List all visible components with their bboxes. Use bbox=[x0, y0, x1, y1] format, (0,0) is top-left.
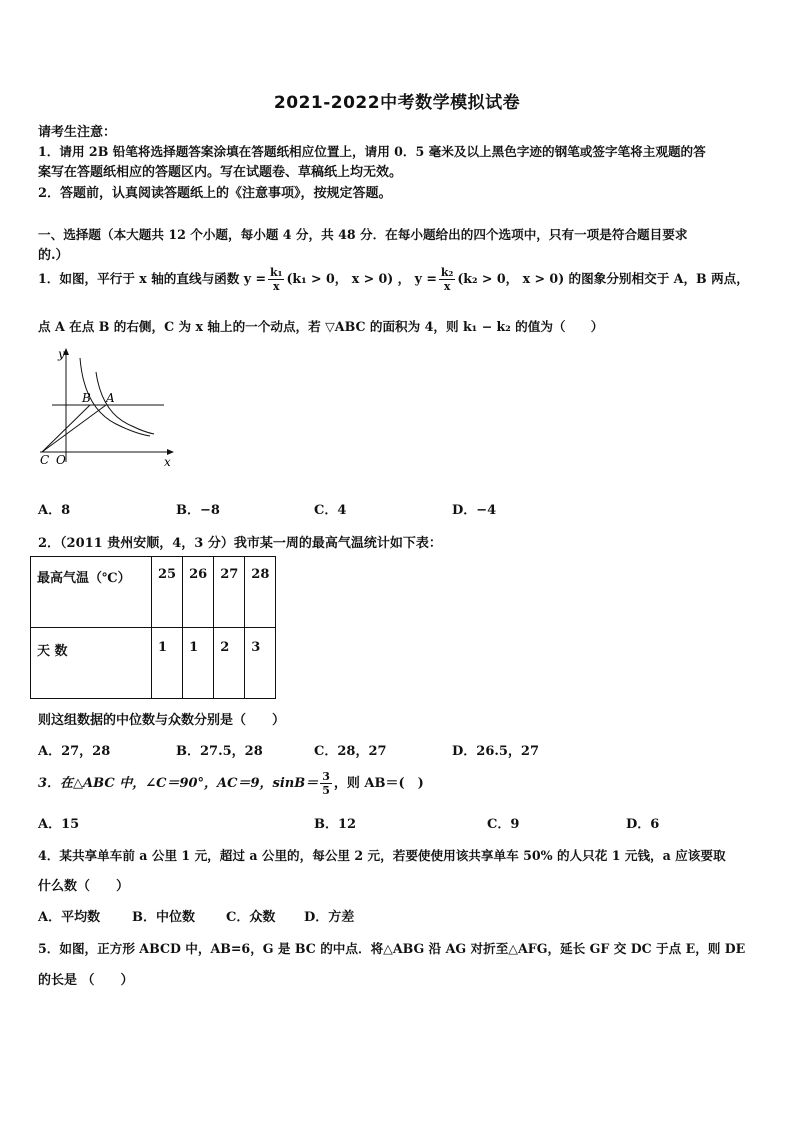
label-b: B bbox=[82, 391, 91, 405]
table-row bbox=[31, 557, 276, 628]
notice-heading: 请考生注意： bbox=[38, 125, 117, 140]
segment-ca bbox=[42, 405, 106, 452]
q4-option-a[interactable]: A．平均数 bbox=[38, 910, 101, 925]
q2-option-a[interactable]: A．27，28 bbox=[38, 744, 111, 759]
notice-item-1a: 1．请用 2B 铅笔将选择题答案涂填在答题纸相应位置上，请用 0．5 毫米及以上黑色字迹的钢笔或签字笔将主观题的答 bbox=[38, 144, 706, 159]
temperature-table bbox=[30, 556, 276, 699]
q3-text-2: ，则 AB＝( ) bbox=[333, 776, 424, 791]
table-cell: 2 bbox=[214, 628, 245, 699]
q3-fraction bbox=[320, 770, 332, 797]
q1-option-a[interactable]: A．8 bbox=[38, 503, 71, 518]
question-2-stem: 2．（2011 贵州安顺，4，3 分）我市某一周的最高气温统计如下表： bbox=[38, 536, 442, 551]
q1-option-c[interactable]: C．4 bbox=[314, 503, 347, 518]
q1-text-2: (k₁ > 0， x > 0) ， y = bbox=[286, 271, 437, 286]
q2-option-d[interactable]: D．26.5，27 bbox=[452, 744, 540, 759]
q3-frac-den: 5 bbox=[322, 784, 330, 797]
section-heading-1: 一、选择题（本大题共 12 个小题，每小题 4 分，共 48 分．在每小题给出的四个选项中，只有一项是符合题目要求 bbox=[38, 227, 688, 242]
q3-option-a[interactable]: A．15 bbox=[38, 817, 80, 832]
question-1-stem bbox=[38, 266, 749, 293]
question-4-line2: 什么数（ ） bbox=[38, 879, 130, 894]
table-cell: 1 bbox=[183, 628, 214, 699]
q1-text-3: (k₂ > 0， x > 0) 的图象分别相交于 A，B 两点， bbox=[457, 271, 749, 286]
q1-option-d[interactable]: D．−4 bbox=[452, 503, 497, 518]
label-a: A bbox=[106, 391, 115, 405]
q2-option-b[interactable]: B．27.5，28 bbox=[176, 744, 263, 759]
q1-option-b[interactable]: B．−8 bbox=[176, 503, 220, 518]
q1-fraction-1 bbox=[268, 266, 284, 293]
q3-text-1: 3．在△ABC 中，∠C＝90°，AC＝9，sinB＝ bbox=[38, 776, 319, 791]
q1-frac2-num: k₂ bbox=[440, 266, 454, 279]
q2-option-c[interactable]: C．28，27 bbox=[314, 744, 387, 759]
question-5-line2: 的长是 （ ） bbox=[38, 973, 134, 988]
q1-function-graph bbox=[36, 344, 186, 474]
q4-option-d[interactable]: D．方差 bbox=[304, 910, 355, 925]
q1-fraction-2 bbox=[439, 266, 455, 293]
label-y: y bbox=[58, 347, 65, 361]
q1-frac1-num: k₁ bbox=[270, 266, 283, 279]
q4-option-c[interactable]: C．众数 bbox=[226, 910, 276, 925]
notice-item-1b: 案写在答题纸相应的答题区内。写在试题卷、草稿纸上均无效。 bbox=[38, 165, 403, 180]
table-cell: 3 bbox=[245, 628, 276, 699]
table-header-temp: 最高气温（℃） bbox=[31, 557, 152, 628]
q3-option-d[interactable]: D．6 bbox=[626, 817, 660, 832]
table-row bbox=[31, 628, 276, 699]
table-cell: 26 bbox=[183, 557, 214, 628]
label-c: C bbox=[40, 453, 50, 467]
q1-frac1-den: x bbox=[272, 280, 280, 293]
question-5-line1: 5．如图，正方形 ABCD 中，AB=6，G 是 BC 的中点．将△ABG 沿 AG 对折至△AFG，延长 GF 交 DC 于点 E，则 DE bbox=[38, 941, 746, 956]
q3-frac-num: 3 bbox=[322, 770, 330, 783]
page-title: 2021-2022中考数学模拟试卷 bbox=[273, 93, 521, 113]
q4-option-b[interactable]: B．中位数 bbox=[132, 910, 195, 925]
question-4-line1: 4．某共享单车前 a 公里 1 元，超过 a 公里的，每公里 2 元，若要使使用该共享单车 50% 的人只花 1 元钱，a 应该要取 bbox=[38, 848, 726, 863]
table-cell: 27 bbox=[214, 557, 245, 628]
table-cell: 25 bbox=[152, 557, 183, 628]
question-3-stem bbox=[38, 770, 424, 797]
section-heading-2: 的.） bbox=[38, 248, 69, 263]
label-x: x bbox=[164, 455, 171, 469]
table-cell: 1 bbox=[152, 628, 183, 699]
question-1-line2: 点 A 在点 B 的右侧，C 为 x 轴上的一个动点，若 ▽ABC 的面积为 4，则 k₁ − k₂ 的值为（ ） bbox=[38, 319, 604, 334]
q1-frac2-den: x bbox=[443, 280, 451, 293]
q3-option-b[interactable]: B．12 bbox=[314, 817, 357, 832]
notice-item-2: 2．答题前，认真阅读答题纸上的《注意事项》，按规定答题。 bbox=[38, 186, 392, 201]
question-2-question: 则这组数据的中位数与众数分别是（ ） bbox=[38, 713, 286, 728]
label-o: O bbox=[56, 453, 66, 467]
table-header-days: 天 数 bbox=[31, 628, 152, 699]
q1-text-1: 1．如图，平行于 x 轴的直线与函数 y = bbox=[38, 271, 266, 286]
table-cell: 28 bbox=[245, 557, 276, 628]
curve-k1 bbox=[96, 372, 154, 434]
q3-option-c[interactable]: C．9 bbox=[487, 817, 520, 832]
